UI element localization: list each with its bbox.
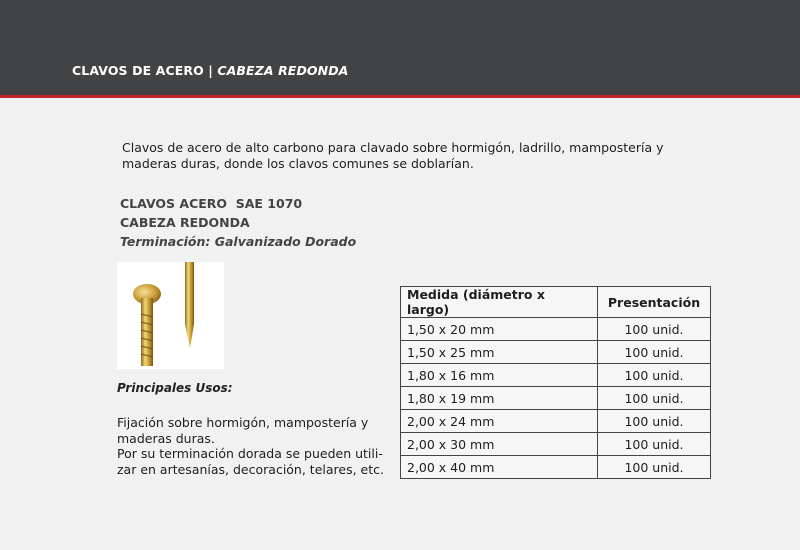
uses-heading: Principales Usos:	[117, 381, 233, 395]
product-info	[120, 194, 356, 251]
cell-measure: 1,50 x 20 mm	[401, 318, 598, 341]
table-header-row	[401, 287, 711, 318]
cell-presentation: 100 unid.	[598, 387, 711, 410]
cell-measure: 1,50 x 25 mm	[401, 341, 598, 364]
spec-table	[400, 286, 711, 479]
cell-measure: 2,00 x 24 mm	[401, 410, 598, 433]
title-subtitle: CABEZA REDONDA	[217, 63, 349, 78]
cell-presentation: 100 unid.	[598, 318, 711, 341]
uses-description	[117, 415, 387, 477]
cell-presentation: 100 unid.	[598, 433, 711, 456]
product-line-1: CLAVOS ACERO SAE 1070	[120, 196, 303, 211]
cell-measure: 1,80 x 16 mm	[401, 364, 598, 387]
product-line-2: CABEZA REDONDA	[120, 215, 250, 230]
header-bar	[0, 0, 800, 95]
table-row	[401, 456, 711, 479]
cell-measure: 1,80 x 19 mm	[401, 387, 598, 410]
gold-nails-icon	[117, 262, 224, 369]
table-row	[401, 341, 711, 364]
table-row	[401, 433, 711, 456]
header-accent-rule	[0, 95, 800, 98]
cell-presentation: 100 unid.	[598, 410, 711, 433]
table-row	[401, 410, 711, 433]
product-finish: Terminación: Galvanizado Dorado	[120, 234, 357, 249]
cell-presentation: 100 unid.	[598, 456, 711, 479]
table-row	[401, 318, 711, 341]
intro-text: Clavos de acero de alto carbono para clavado sobre hormigón, ladrillo, mampostería y maderas duras, donde los clavos comunes se doblarían.	[122, 140, 664, 171]
cell-measure: 2,00 x 40 mm	[401, 456, 598, 479]
uses-line-1: Fijación sobre hormigón, mampostería y maderas duras.	[117, 415, 369, 446]
cell-measure: 2,00 x 30 mm	[401, 433, 598, 456]
nail-photo	[117, 262, 224, 369]
table-row	[401, 364, 711, 387]
title-main: CLAVOS DE ACERO |	[72, 63, 213, 78]
cell-presentation: 100 unid.	[598, 364, 711, 387]
column-header-measure: Medida (diámetro x largo)	[401, 287, 598, 318]
uses-line-2: Por su terminación dorada se pueden utili-zar en artesanías, decoración, telares, etc.	[117, 446, 384, 477]
column-header-presentation: Presentación	[598, 287, 711, 318]
page-title	[72, 63, 348, 78]
cell-presentation: 100 unid.	[598, 341, 711, 364]
table-row	[401, 387, 711, 410]
